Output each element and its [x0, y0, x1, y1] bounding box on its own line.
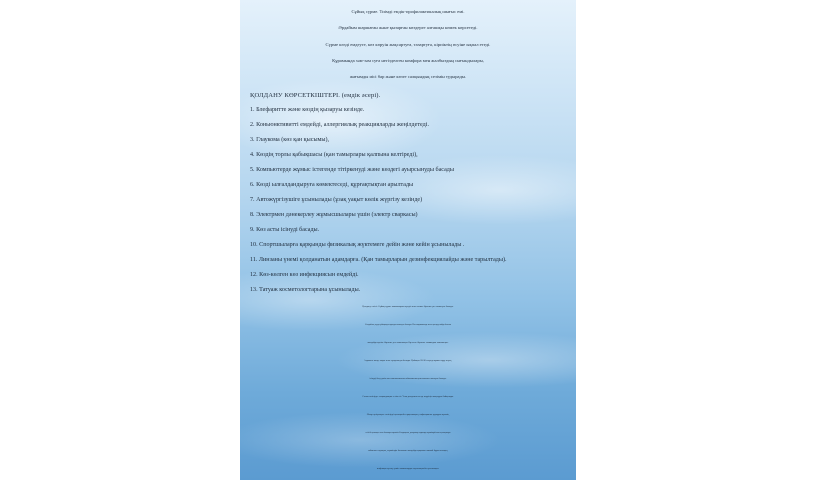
indication-item: 4. Көздің торлы қабықшасы (қан тамырлары қалпына келтіреді), — [250, 152, 418, 158]
caution-line — [240, 409, 576, 421]
indications-heading: ҚОЛДАНУ КӨРСЕТКІШТЕРІ. (емдік әсері). — [250, 92, 381, 99]
indication-item: 2. Коньюнктивитті емдейді, аллергиялық реакцияларды жеңілдетеді. — [250, 122, 429, 128]
product-leaflet — [240, 0, 576, 480]
caution-text: көзіңізді қолыңызбен ұқаламаңыз, инфекцияны тудыруы мүмкін, — [385, 414, 450, 416]
indication-item: 12. Көз-көлген көз инфекциясын емдейді. — [250, 272, 359, 278]
indication-item: 1. Блефаритте және көздің қызаруы кезінде. — [250, 107, 365, 113]
usage-line: Қолдану тәсілі: Сұйық сүрме тамшыларын күндіз және кешке бірнеше рет тамызуға болады. — [362, 306, 454, 308]
intro-line: Құрамында зәм-зәм суға негізделген комфора мен жалбыздың сығындылары, — [332, 58, 484, 63]
caution-label: Назар аударыңыз: — [366, 414, 385, 416]
indication-item: 11. Линзаны үнемі қолданатын адамдарға. (Қан тамырларын дезинфекциялайды және тарылтады). — [250, 257, 507, 263]
intro-line: жағымды иісі бар және көзге салқындық сезімін тудырады. — [349, 74, 467, 79]
indication-item: 13. Татуаж косметологтарына ұсынылады. — [250, 287, 361, 293]
caution-line: себебі қолыңыз таза болмауы мүмкін.Сондықтан, қолданар алдында мүмкіндігінше қолыңызды — [365, 432, 451, 434]
usage-line: Сосын көзіңізде салқындықты сезінесіз. Ұзақ қолданған кезде көруіңіз жақсаруы байқалады. — [362, 396, 454, 398]
usage-line: Сондай-ақ түнде ұйықтар алдында тамызуға болады. Көз шаршағанда және қызару пайда болған — [364, 324, 452, 326]
indication-item: 3. Глаукома (көз қан қысымы), — [250, 137, 330, 143]
usage-line: жағдайда күніне бірнеше рет тамызыңыз.Әр көзге бірнеше тамшыдан тамызыңыз. — [367, 342, 449, 344]
indication-item: 6. Көзді ылғалдандыруға көмектеседі, құрғақтықтан арылтады — [250, 182, 414, 188]
usage-line: Алдымен көзде ашуы және ауырсынуы болады. Қабақты 20-30 секунд жұмып тұру керек, — [364, 360, 452, 362]
indication-item: 8. Электрмен дәнекерлеу жұмысшылары үшін (электр сваркасы) — [250, 212, 418, 218]
usage-line: ісінуді басу үшін көз гимнастикасын айналмалы қозғалыспен жасауға болады. — [369, 378, 447, 380]
intro-line: Сұйық сүрме. Тиімді емдік-профилактикалық шығыс емі. — [351, 9, 465, 14]
caution-line: сабынмен жуыңыз, мүмкіндік болмаған жағдайда қақпағын ашпай бұрап алыңыз, — [367, 450, 449, 452]
caution-line: инфекция түспеу үшін тамшыларды саусағыңызбен ұстамаңыз. — [376, 468, 440, 470]
indication-item: 9. Көз асты ісінуді басады. — [250, 227, 320, 233]
intro-line: Сүрме көзді емдеуге, көз көруін жақсартуға, тазартуға, кірпіктің өсуіне ықпал етеді. — [325, 42, 491, 47]
indication-item: 10. Спортшыларға қарқынды физикалық жүктемеге дейін және кейін ұсынылады . — [250, 242, 465, 248]
intro-line: Әрдайым шаршаған және қызарған көздерге алғашқы көмек көрсетеді. — [338, 25, 478, 30]
indication-item: 7. Автожүргізушіге ұсынылады (ұзақ уақыт көлік жүргізу кезінде) — [250, 197, 423, 203]
indication-item: 5. Компьютерде жұмыс істегенде тітіркенуді және көздегі ауырсынуды басады — [250, 167, 454, 173]
